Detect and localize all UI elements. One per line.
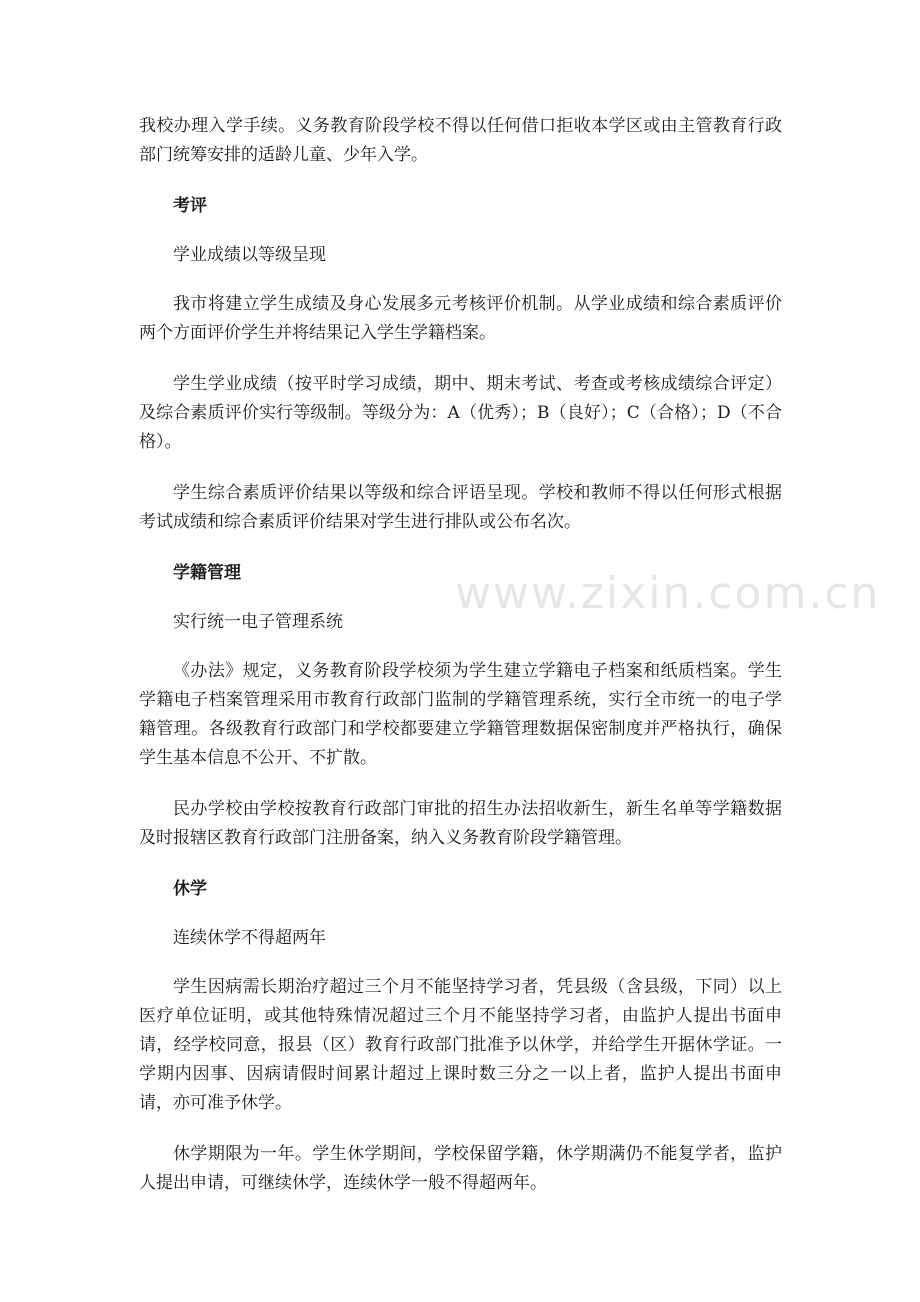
- watermark: www.zixin.com.cn: [455, 568, 881, 619]
- section-heading-suspension: 休学: [173, 879, 207, 899]
- paragraph-admission-end: 我校办理入学手续。义务教育阶段学校不得以任何借口拒收本学区或由主管教育行政部门统筹安排的适龄儿童、少年入学。: [139, 116, 782, 165]
- subheading-suspension-limit: 连续休学不得超两年: [173, 928, 326, 948]
- subheading-grades: 学业成绩以等级呈现: [173, 245, 326, 265]
- paragraph-suspension-conditions: 学生因病需长期治疗超过三个月不能坚持学习者，凭县级（含县级，下同）以上医疗单位证明，或其他特殊情况超过三个月不能坚持学习者，由监护人提出书面申请，经学校同意，报县（区）教育行政部门批准予以休学，并给学生开据休学证。一学期内因事、因病请假时间累计超过上课时数三分之一以上者，监护人提出书面申请，亦可准予休学。: [139, 977, 782, 1113]
- paragraph-registry-rules: 《办法》规定，义务教育阶段学校须为学生建立学籍电子档案和纸质档案。学生学籍电子档案管理采用市教育行政部门监制的学籍管理系统，实行全市统一的电子学籍管理。各级教育行政部门和学校都要建立学籍管理数据保密制度并严格执行，确保学生基本信息不公开、不扩散。: [139, 661, 782, 768]
- paragraph-evaluation-mechanism: 我市将建立学生成绩及身心发展多元考核评价机制。从学业成绩和综合素质评价两个方面评价学生并将结果记入学生学籍档案。: [139, 294, 782, 343]
- subheading-electronic-system: 实行统一电子管理系统: [173, 612, 343, 632]
- section-heading-registry: 学籍管理: [173, 563, 241, 583]
- section-heading-evaluation: 考评: [173, 196, 207, 216]
- paragraph-suspension-period: 休学期限为一年。学生休学期间，学校保留学籍，休学期满仍不能复学者，监护人提出申请，可继续休学，连续休学一般不得超两年。: [139, 1144, 782, 1193]
- paragraph-grade-levels: 学生学业成绩（按平时学习成绩，期中、期末考试、考查或考核成绩综合评定）及综合素质评价实行等级制。等级分为：A（优秀）；B（良好）；C（合格）；D（不合格）。: [139, 374, 782, 452]
- paragraph-no-ranking: 学生综合素质评价结果以等级和综合评语呈现。学校和教师不得以任何形式根据考试成绩和综合素质评价结果对学生进行排队或公布名次。: [139, 483, 782, 532]
- document-body: [139, 112, 881, 1220]
- paragraph-private-schools: 民办学校由学校按教育行政部门审批的招生办法招收新生，新生名单等学籍数据及时报辖区教育行政部门注册备案，纳入义务教育阶段学籍管理。: [139, 799, 782, 848]
